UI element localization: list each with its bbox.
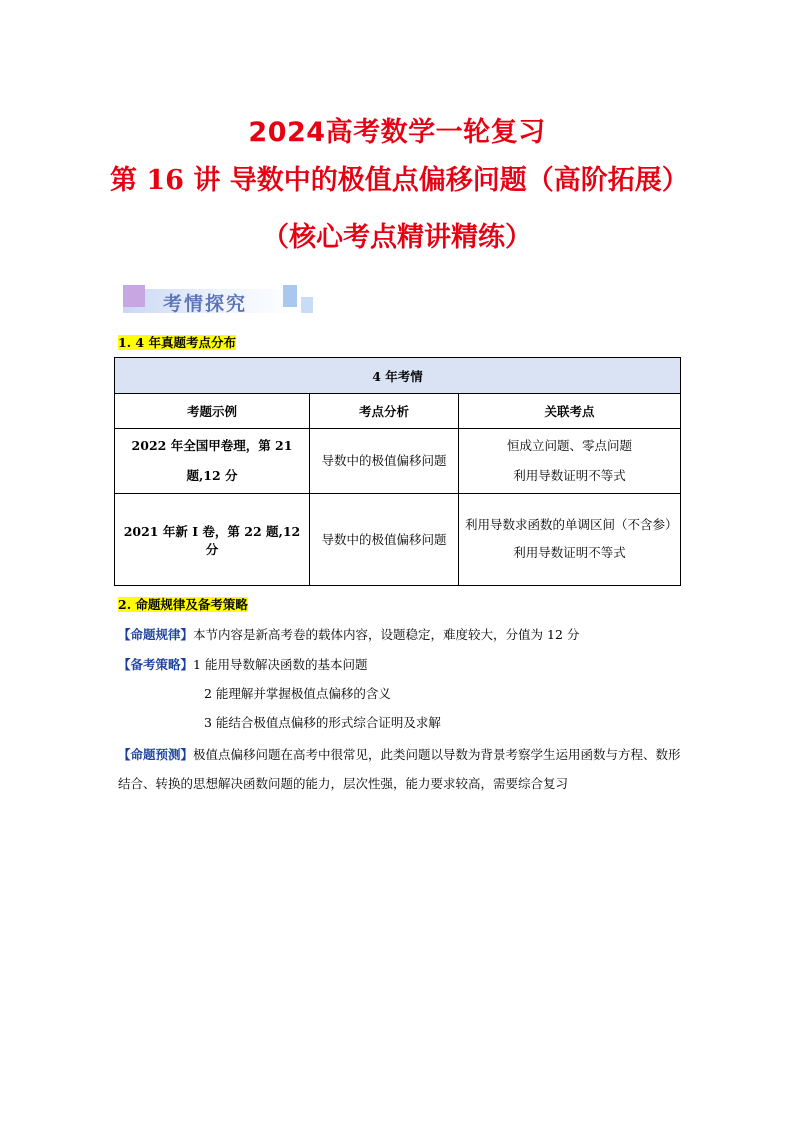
forecast-label: 【命题预测】 xyxy=(118,747,194,762)
forecast-text: 极值点偏移问题在高考中很常见，此类问题以导数为背景考察学生运用函数与方程、数形结合、转换的思想解决函数问题的能力，层次性强，能力要求较高，需要综合复习 xyxy=(118,747,681,791)
table-cell-related xyxy=(459,429,681,494)
table-cell-analysis: 导数中的极值偏移问题 xyxy=(310,429,459,494)
strategy-label: 【备考策略】 xyxy=(118,657,194,672)
table-caption: 4 年考情 xyxy=(115,358,681,394)
banner-square-icon xyxy=(283,285,297,307)
table-header: 考题示例 xyxy=(115,394,310,429)
strategy-paragraph xyxy=(118,650,682,679)
strategy-item: 3 能结合极值点偏移的形式综合证明及求解 xyxy=(204,715,441,730)
related-item: 利用导数证明不等式 xyxy=(513,468,626,483)
related-item: 恒成立问题、零点问题 xyxy=(506,438,632,453)
section-heading-text: 2. 命题规律及备考策略 xyxy=(118,597,248,612)
section-heading xyxy=(118,595,248,613)
related-item: 利用导数证明不等式 xyxy=(513,544,626,560)
table-cell-analysis: 导数中的极值偏移问题 xyxy=(310,494,459,586)
section-heading xyxy=(118,333,236,351)
lecture-title: 第 16 讲 导数中的极值点偏移问题（高阶拓展） xyxy=(110,165,689,196)
table-row xyxy=(115,494,681,586)
table-row xyxy=(115,429,681,494)
rule-paragraph xyxy=(118,620,682,649)
section-heading-text: 1. 4 年真题考点分布 xyxy=(118,335,236,350)
banner-square-icon xyxy=(123,285,145,307)
table-header: 考点分析 xyxy=(310,394,459,429)
exam-table xyxy=(114,357,681,586)
rule-label: 【命题规律】 xyxy=(118,627,194,642)
forecast-paragraph xyxy=(118,740,682,798)
document-title: 2024高考数学一轮复习 xyxy=(248,117,546,148)
related-item: 利用导数求函数的单调区间（不含参） xyxy=(465,516,678,532)
table-cell-related xyxy=(459,494,681,586)
banner-label: 考情探究 xyxy=(163,293,248,315)
rule-text: 本节内容是新高考卷的载体内容，设题稳定，难度较大，分值为 12 分 xyxy=(193,627,580,642)
table-cell-example: 2021 年新 I 卷，第 22 题,12 分 xyxy=(115,494,310,586)
banner-square-icon xyxy=(301,297,313,313)
lecture-subtitle: （核心考点精讲精练） xyxy=(262,222,532,253)
strategy-item: 2 能理解并掌握极值点偏移的含义 xyxy=(204,686,391,701)
strategy-item: 1 能用导数解决函数的基本问题 xyxy=(193,657,368,672)
section-banner xyxy=(123,285,308,315)
table-header: 关联考点 xyxy=(459,394,681,429)
table-cell-example: 2022 年全国甲卷理，第 21 题,12 分 xyxy=(115,429,310,494)
